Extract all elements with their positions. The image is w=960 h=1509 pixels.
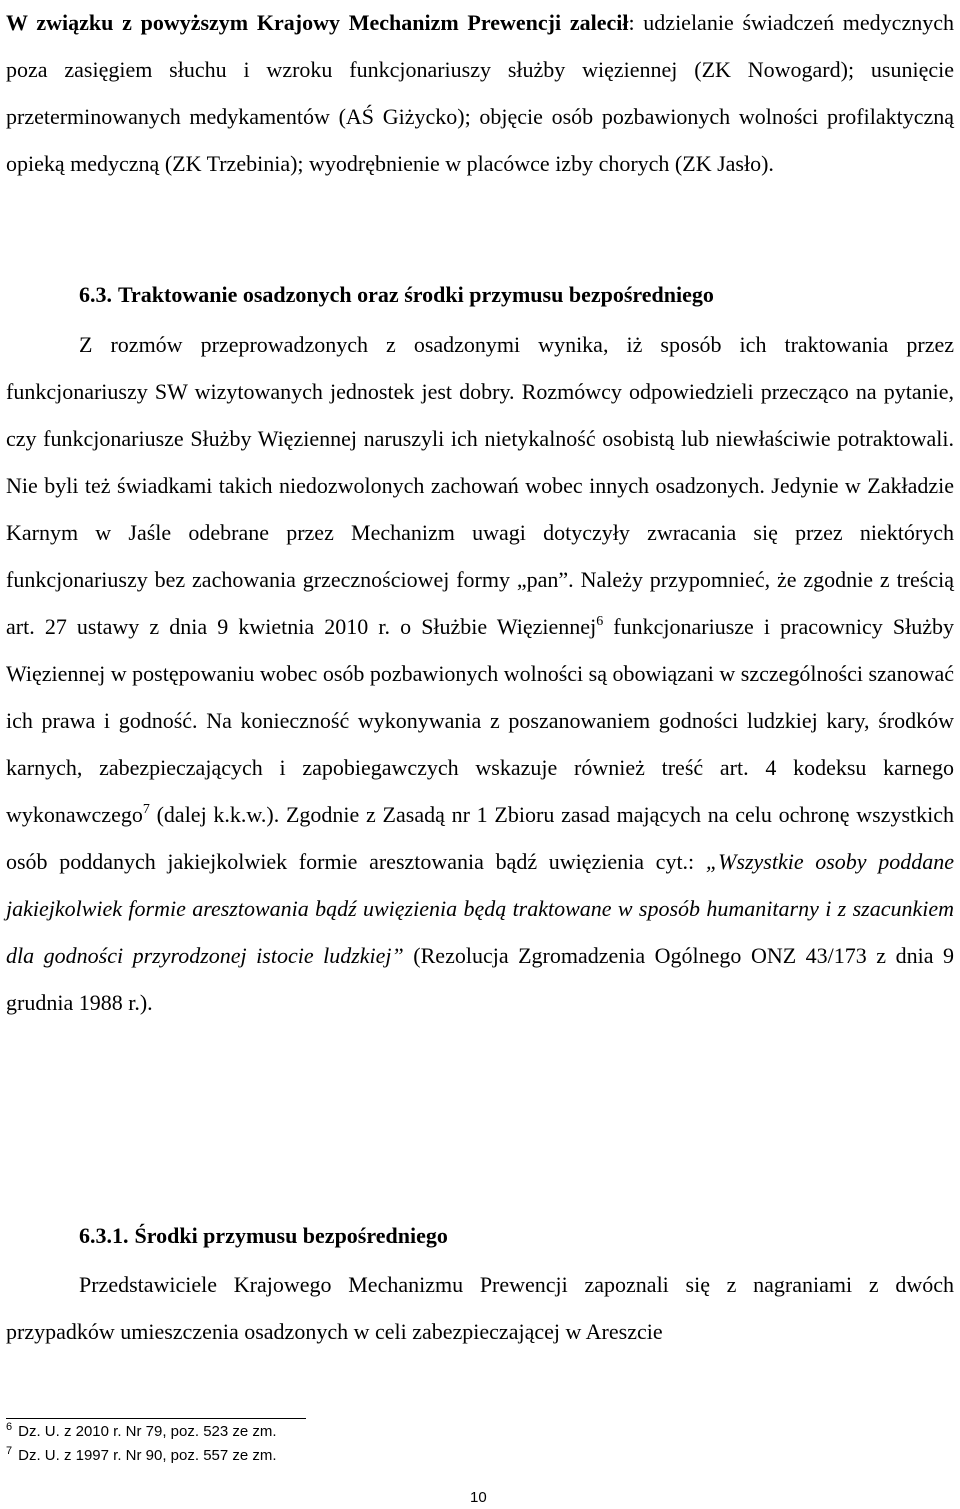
subsection-heading: [79, 1221, 448, 1251]
footnote-text: Dz. U. z 1997 r. Nr 90, poz. 557 ze zm.: [18, 1447, 277, 1464]
footnote-separator: [6, 1418, 306, 1419]
subsection-text: Przedstawiciele Krajowego Mechanizmu Prewencji zapoznali się z nagraniami z dwóch przypadków umieszczenia osadzonych w celi zabezpieczającej w Areszcie: [6, 1272, 954, 1344]
section-text-part-4: (Rezolucja Zgromadzenia Ogólnego ONZ 43/173 z dnia 9 grudnia 1988 r.).: [6, 943, 954, 1015]
subsection-title: Środki przymusu bezpośredniego: [134, 1223, 448, 1248]
footnote-text: Dz. U. z 2010 r. Nr 79, poz. 523 ze zm.: [18, 1423, 277, 1440]
intro-paragraph: [6, 0, 954, 187]
footnote-7: [6, 1446, 277, 1466]
section-text-part-2: funkcjonariusze i pracownicy Służby Więziennej w postępowaniu wobec osób pozbawionych wolności są obowiązani w szczególności szanować ich prawa i godność. Na konieczność wykonywania z poszanowaniem godności ludzkiej kary, środków karnych, zabezpieczających i zapobiegawczych wskazuje również treść art. 4 kodeksu karnego wykonawczego: [6, 614, 954, 827]
subsection-paragraph: [6, 1261, 954, 1355]
section-text-part-3: (dalej k.k.w.). Zgodnie z Zasadą nr 1 Zbioru zasad mających na celu ochronę wszystkich osób poddanych jakiejkolwiek formie aresztowania bądź uwięzienia cyt.:: [6, 802, 954, 874]
quote-text: „Wszystkie osoby poddane jakiejkolwiek formie aresztowania bądź uwięzienia będą traktowane w sposób humanitarny i z szacunkiem dla godności przyrodzonej istocie ludzkiej”: [6, 849, 954, 968]
page-number: 10: [470, 1489, 487, 1506]
intro-text: : udzielanie świadczeń medycznych poza zasięgiem słuchu i wzroku funkcjonariuszy służby więziennej (ZK Nowogard); usunięcie przeterminowanych medykamentów (AŚ Giżycko); objęcie osób pozbawionych wolności profilaktyczną opieką medyczną (ZK Trzebinia); wyodrębnienie w placówce izby chorych (ZK Jasło).: [6, 10, 954, 176]
footnote-ref-7[interactable]: 7: [142, 802, 150, 817]
intro-lead: W związku z powyższym Krajowy Mechanizm Prewencji zalecił: [6, 10, 629, 35]
footnote-ref-6[interactable]: 6: [596, 614, 604, 629]
section-heading: [79, 280, 714, 310]
footnote-number: 7: [6, 1445, 13, 1457]
section-number: 6.3.: [79, 282, 112, 307]
subsection-number: 6.3.1.: [79, 1223, 129, 1248]
section-title: Traktowanie osadzonych oraz środki przymusu bezpośredniego: [118, 282, 714, 307]
section-paragraph: [6, 321, 954, 1026]
footnote-number: 6: [6, 1421, 13, 1433]
footnote-6: [6, 1422, 277, 1442]
section-text-part-1: Z rozmów przeprowadzonych z osadzonymi wynika, iż sposób ich traktowania przez funkcjonariuszy SW wizytowanych jednostek jest dobry. Rozmówcy odpowiedzieli przecząco na pytanie, czy funkcjonariusze Służby Więziennej naruszyli ich nietykalność osobistą lub niewłaściwie potraktowali. Nie byli też świadkami takich niedozwolonych zachowań wobec innych osadzonych. Jedynie w Zakładzie Karnym w Jaśle odebrane przez Mechanizm uwagi dotyczyły zwracania się przez niektórych funkcjonariuszy bez zachowania grzecznościowej formy „pan”. Należy przypomnieć, że zgodnie z treścią art. 27 ustawy z dnia 9 kwietnia 2010 r. o Służbie Więziennej: [6, 332, 954, 639]
